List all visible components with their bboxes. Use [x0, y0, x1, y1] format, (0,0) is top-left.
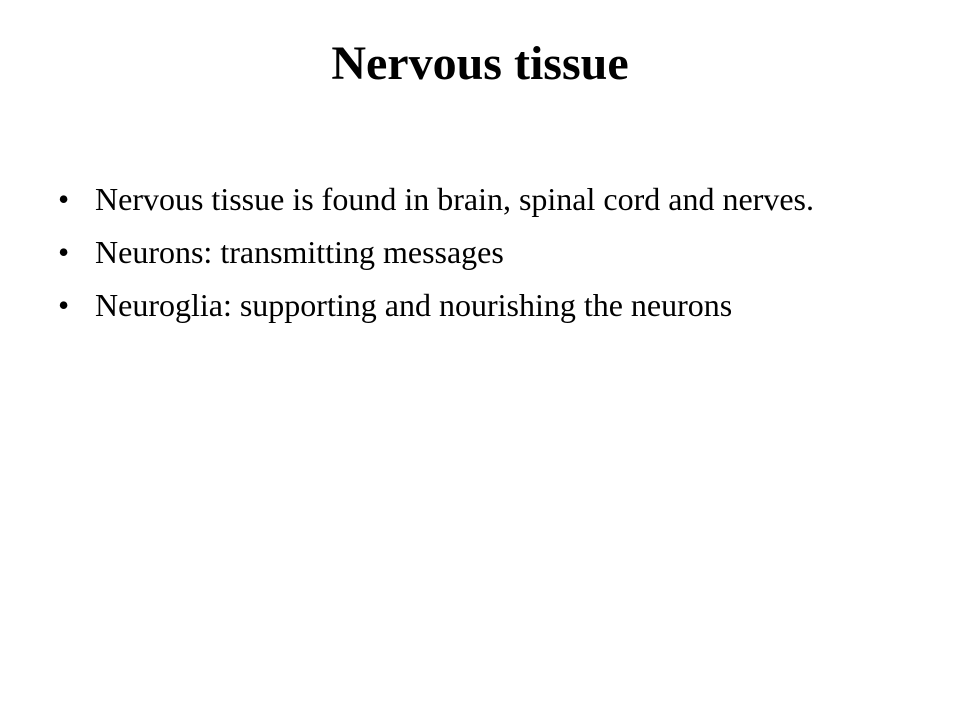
bullet-text: Neurons: transmitting messages	[95, 234, 504, 270]
bullet-text: Nervous tissue is found in brain, spinal cord and nerves.	[95, 181, 814, 217]
bullet-item-neuroglia	[58, 282, 878, 329]
bullet-item-tissue-location	[58, 176, 878, 223]
bullet-list	[58, 176, 878, 335]
bullet-item-neurons	[58, 229, 878, 276]
slide-title: Nervous tissue	[331, 37, 629, 90]
bullet-text: Neuroglia: supporting and nourishing the neurons	[95, 287, 733, 323]
bullet-icon: •	[58, 181, 70, 217]
bullet-icon: •	[58, 287, 70, 323]
bullet-icon: •	[58, 234, 70, 270]
